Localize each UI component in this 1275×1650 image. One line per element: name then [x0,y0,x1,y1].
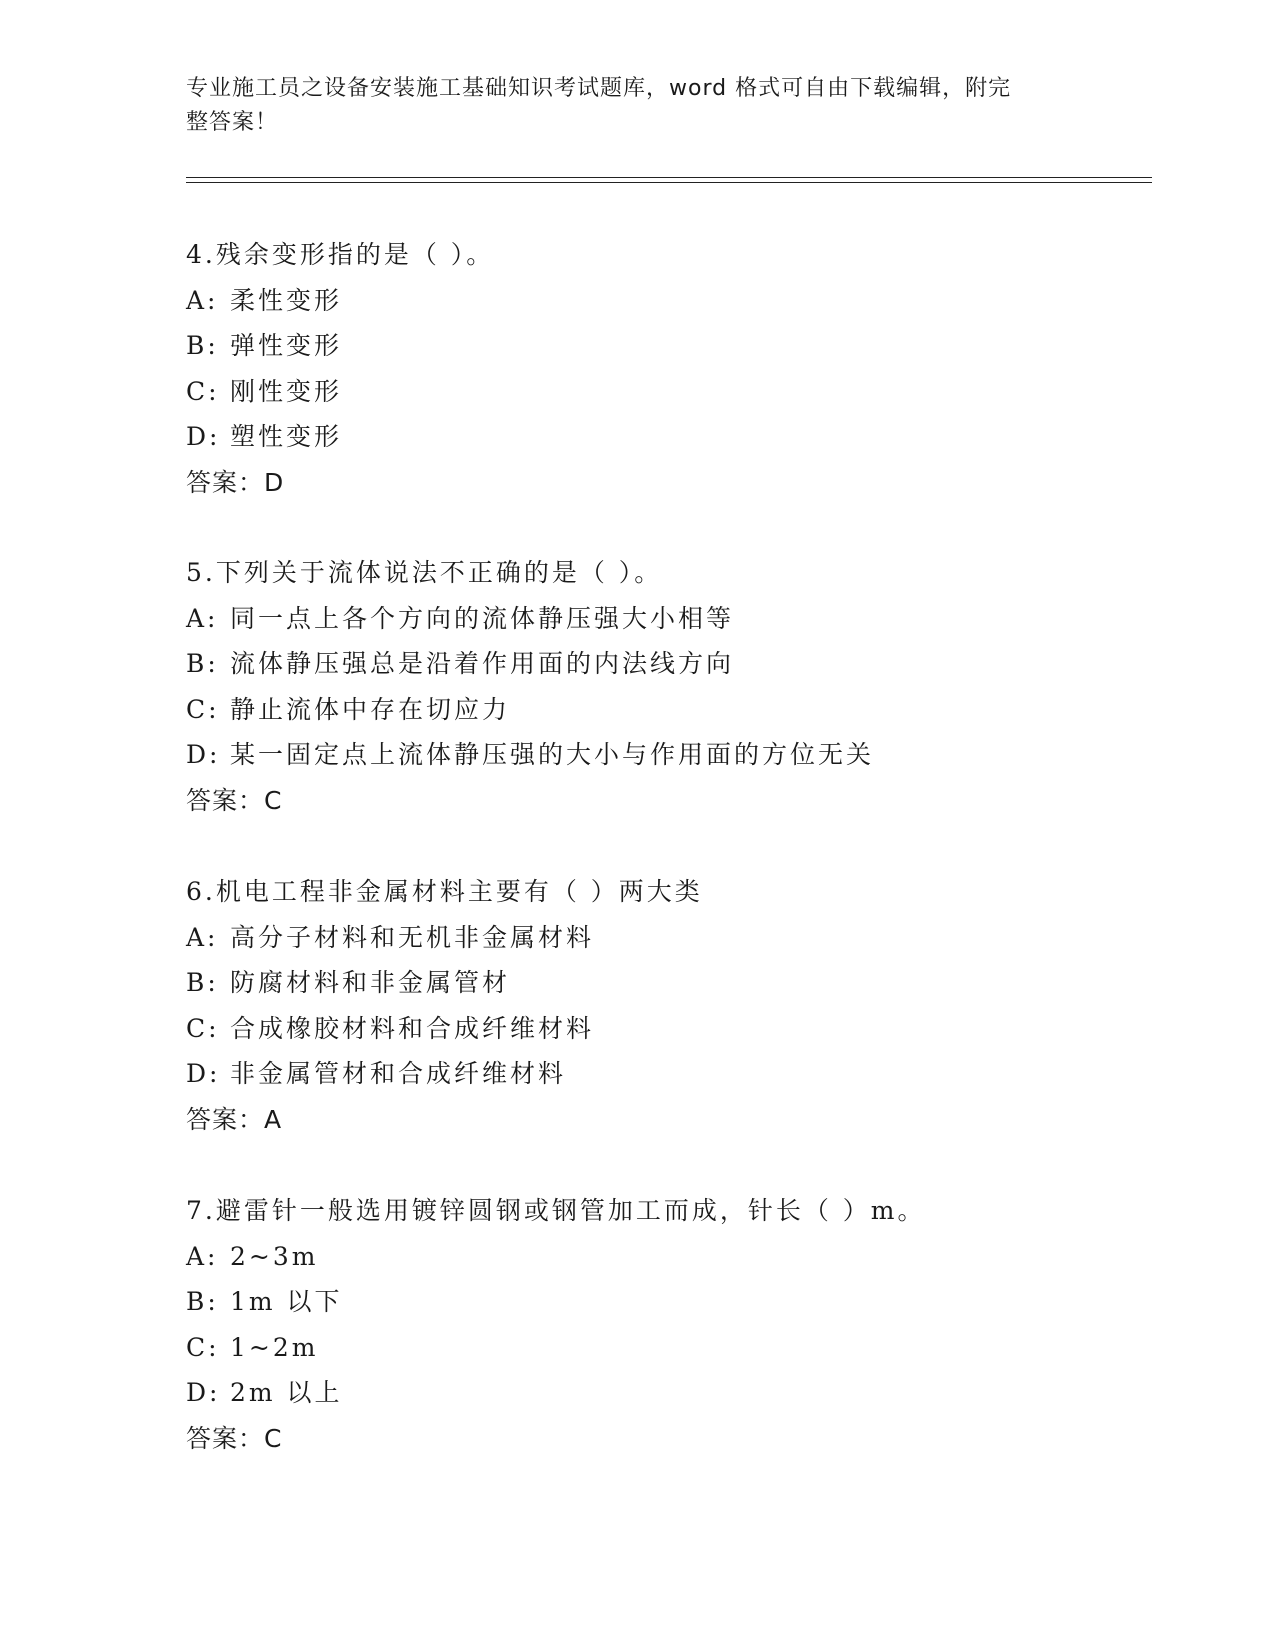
option-label: D: [186,1378,221,1407]
answer-line: 答案：D [186,467,285,497]
option-label: B: [186,649,219,678]
option-text: 合成橡胶材料和合成纤维材料 [230,1013,595,1043]
option-b [186,323,1146,369]
option-text: 非金属管材和合成纤维材料 [230,1059,567,1088]
option-text: 流体静压强总是沿着作用面的内法线方向 [230,649,735,678]
option-b [186,960,1146,1006]
option-label: C: [186,694,220,724]
option-text: 同一点上各个方向的流体静压强大小相等 [230,603,735,633]
option-label: A: [186,603,219,633]
question-stem: 4.残余变形指的是（ ）。 [186,240,495,269]
question-5 [186,550,1146,823]
option-c [186,687,1146,733]
option-label: A: [186,1241,219,1271]
option-d [186,1370,1146,1416]
option-label: D: [186,422,221,451]
option-text: 某一固定点上流体静压强的大小与作用面的方位无关 [230,740,875,769]
option-c [186,369,1146,415]
option-text: 防腐材料和非金属管材 [230,968,511,997]
question-6 [186,869,1146,1142]
header-divider-top [186,177,1152,178]
option-text: 弹性变形 [230,331,343,360]
question-stem: 6.机电工程非金属材料主要有（ ）两大类 [186,877,703,906]
option-label: A: [186,922,219,952]
option-text: 高分子材料和无机非金属材料 [230,922,595,952]
option-d [186,732,1146,778]
option-a [186,278,1146,324]
question-stem: 7.避雷针一般选用镀锌圆钢或钢管加工而成，针长（ ）m。 [186,1196,926,1225]
option-label: D: [186,1059,221,1088]
option-text: 静止流体中存在切应力 [230,694,511,724]
answer-line: 答案：C [186,1423,283,1453]
answer-line: 答案：A [186,1104,283,1134]
option-d [186,414,1146,460]
header-line-1: 专业施工员之设备安装施工基础知识考试题库，word 格式可自由下载编辑，附完 [186,76,1012,101]
option-c [186,1006,1146,1052]
option-b [186,641,1146,687]
option-label: C: [186,1332,220,1362]
question-7 [186,1188,1146,1461]
option-text: 1m 以下 [230,1287,343,1316]
header-divider-bottom [186,182,1152,183]
option-label: B: [186,331,219,360]
option-label: C: [186,376,220,406]
option-a [186,596,1146,642]
header-line-2: 整答案！ [186,110,279,135]
question-4 [186,232,1146,505]
option-a [186,1234,1146,1280]
option-text: 刚性变形 [230,376,343,406]
option-c [186,1325,1146,1371]
option-label: A: [186,285,219,315]
option-text: 1~2m [230,1332,319,1362]
answer-line: 答案：C [186,785,283,815]
option-text: 塑性变形 [230,422,343,451]
option-d [186,1051,1146,1097]
option-label: B: [186,968,219,997]
option-text: 柔性变形 [230,285,343,315]
option-label: B: [186,1287,219,1316]
option-b [186,1279,1146,1325]
question-stem: 5.下列关于流体说法不正确的是（ ）。 [186,558,663,587]
option-text: 2~3m [230,1241,319,1271]
option-label: D: [186,740,221,769]
option-label: C: [186,1013,220,1043]
option-text: 2m 以上 [230,1378,343,1407]
option-a [186,915,1146,961]
document-header [186,72,1066,140]
